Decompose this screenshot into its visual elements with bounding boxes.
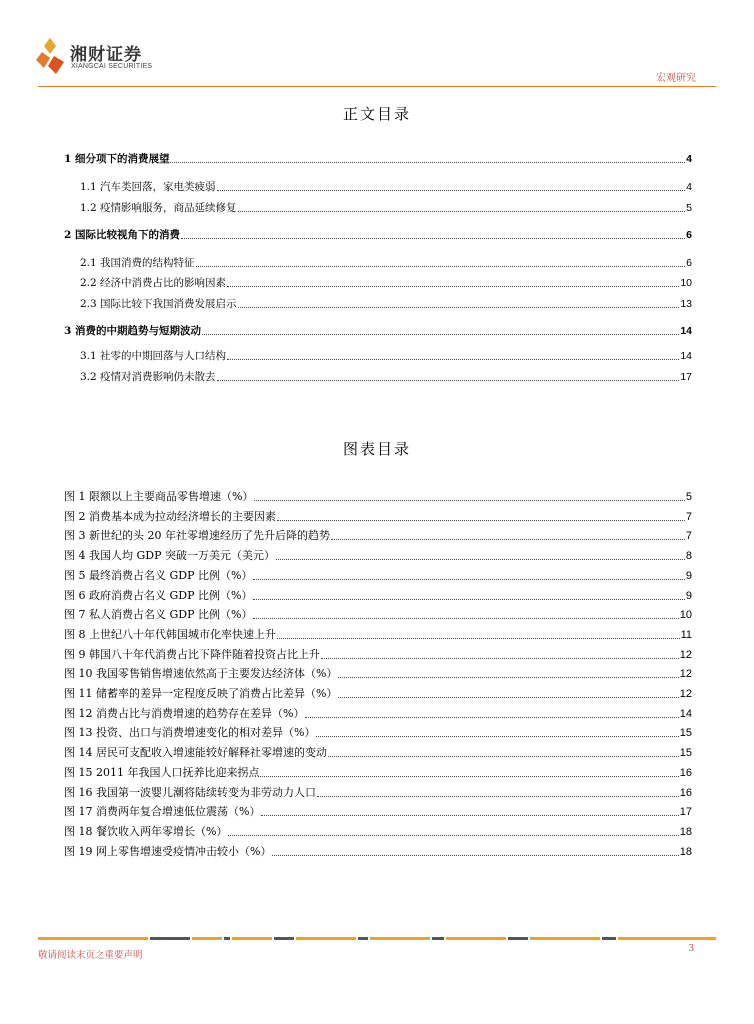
header-divider [38, 86, 716, 87]
figure-entry[interactable] [64, 608, 692, 622]
toc-entry-page: 6 [686, 257, 692, 269]
figure-entry[interactable] [64, 510, 692, 524]
figure-entry-label: 图 7 私人消费占名义 GDP 比例（%） [64, 608, 253, 622]
toc-entry-page: 10 [680, 277, 692, 289]
brand-name-en: XIANGCAI SECURITIES [71, 63, 153, 70]
dot-leader [261, 815, 678, 816]
footer-divider [38, 937, 716, 941]
figure-entry-label: 图 15 2011 年我国人口抚养比迎来拐点 [64, 765, 260, 779]
dot-leader [253, 579, 684, 580]
figure-entry-page: 16 [679, 786, 692, 799]
figure-entry[interactable] [64, 726, 692, 740]
figure-entry[interactable] [64, 667, 692, 681]
figure-entry-label: 图 4 我国人均 GDP 突破一万美元（美元） [64, 549, 275, 563]
toc-entry-label: 3.1 社零的中期回落与人口结构 [80, 350, 227, 362]
figure-entry-page: 17 [679, 806, 692, 819]
toc-entry-page: 4 [686, 181, 692, 193]
toc-entry-label: 1 细分项下的消费展望 [64, 153, 170, 165]
brand-name-cn: 湘财证券 [70, 45, 142, 65]
toc-entry-page: 14 [680, 350, 692, 362]
figure-entry-page: 14 [679, 707, 692, 720]
figure-entry-label: 图 8 上世纪八十年代韩国城市化率快速上升 [64, 627, 276, 641]
dot-leader [254, 500, 684, 501]
dot-leader [317, 796, 679, 797]
dot-leader [260, 776, 678, 777]
footer-disclaimer: 敬请阅读末页之重要声明 [38, 950, 143, 961]
report-category: 宏观研究 [656, 73, 696, 84]
figure-entry-label: 图 13 投资、出口与消费增速变化的相对差异（%） [64, 726, 316, 740]
figure-entry-label: 图 19 网上零售增速受疫情冲击较小（%） [64, 844, 272, 858]
toc-entry-page: 14 [680, 325, 692, 337]
figure-entry-page: 12 [679, 688, 692, 700]
toc-entry-label: 2 国际比较视角下的消费 [64, 229, 180, 241]
dot-leader [338, 677, 678, 678]
figure-entry[interactable] [64, 845, 692, 859]
figure-entry-page: 15 [679, 747, 692, 760]
figure-entry-page: 8 [685, 550, 692, 563]
dot-leader [238, 307, 680, 308]
figure-entry-label: 图 10 我国零售销售增速依然高于主要发达经济体（%） [64, 667, 338, 681]
figure-entry-label: 图 2 消费基本成为拉动经济增长的主要因素 [64, 509, 276, 523]
toc-entry[interactable] [64, 201, 692, 215]
dot-leader [331, 539, 685, 540]
toc-entry-label: 1.1 汽车类回落，家电类疲弱 [80, 181, 216, 193]
toc-entry-page: 6 [686, 229, 692, 241]
toc-entry[interactable] [64, 370, 692, 384]
figure-entry-page: 9 [685, 589, 692, 602]
toc-entry[interactable] [64, 180, 692, 194]
dot-leader [202, 334, 679, 335]
dot-leader [196, 266, 686, 267]
dot-leader [170, 162, 685, 163]
figure-entry-label: 图 1 限额以上主要商品零售增速（%） [64, 490, 254, 503]
toc-entry[interactable] [64, 349, 692, 363]
figure-entry-page: 16 [679, 766, 692, 779]
toc-entry-label: 2.2 经济中消费占比的影响因素 [80, 277, 227, 289]
dot-leader [277, 520, 685, 521]
figure-entry-page: 12 [679, 648, 692, 661]
figure-entry[interactable] [64, 687, 692, 701]
figure-entry-page: 7 [685, 510, 692, 523]
dot-leader [217, 190, 686, 191]
toc-entry-label: 3.2 疫情对消费影响仍未散去 [80, 371, 216, 383]
figure-entry-label: 图 16 我国第一波婴儿潮将陆续转变为非劳动力人口 [64, 785, 316, 799]
figure-entry[interactable] [64, 648, 692, 662]
toc-title: 正文目录 [342, 105, 411, 123]
toc-entry-page: 5 [686, 202, 692, 214]
figure-entry-page: 18 [679, 825, 692, 838]
toc-entry[interactable] [64, 297, 692, 311]
dot-leader [181, 238, 685, 239]
figure-entry-page: 12 [679, 668, 692, 681]
figure-entry[interactable] [64, 786, 692, 800]
figure-entry-label: 图 9 韩国八十年代消费占比下降伴随着投资占比上升 [64, 647, 320, 661]
figure-entry-page: 15 [679, 727, 692, 740]
toc-entry-label: 2.1 我国消费的结构特征 [80, 257, 195, 269]
figure-entry-label: 图 12 消费占比与消费增速的趋势存在差异（%） [64, 706, 305, 720]
dot-leader [328, 756, 679, 757]
figure-entry-label: 图 6 政府消费占名义 GDP 比例（%） [64, 588, 253, 602]
figure-entry-label: 图 14 居民可支配收入增速能较好解释社零增速的变动 [64, 746, 327, 760]
list-of-figures [64, 490, 692, 870]
figure-entry-label: 图 18 餐饮收入两年零增长（%） [64, 824, 228, 838]
dot-leader [217, 380, 680, 381]
dot-leader [338, 697, 678, 698]
figure-entry[interactable] [64, 805, 692, 819]
toc-entry-label: 2.3 国际比较下我国消费发展启示 [80, 298, 237, 310]
figure-entry-label: 图 11 储蓄率的差异一定程度反映了消费占比差异（%） [64, 687, 338, 700]
dot-leader [253, 599, 684, 600]
logo-mark-icon [36, 38, 66, 76]
toc-entry[interactable] [64, 152, 692, 166]
figure-entry-label: 图 5 最终消费占名义 GDP 比例（%） [64, 568, 253, 582]
toc-entry-label: 1.2 疫情影响服务，商品延续修复 [80, 202, 237, 214]
dot-leader [316, 736, 678, 737]
toc-entry-label: 3 消费的中期趋势与短期波动 [64, 325, 201, 337]
figure-entry[interactable] [64, 529, 692, 543]
figures-title: 图表目录 [342, 440, 411, 458]
toc-entry[interactable] [64, 256, 692, 270]
figure-entry-label: 图 17 消费两年复合增速低位震荡（%） [64, 805, 261, 819]
figure-entry-page: 11 [680, 628, 692, 641]
figure-entry[interactable] [64, 490, 692, 504]
figure-entry-page: 18 [679, 845, 692, 858]
dot-leader [305, 717, 678, 718]
dot-leader [277, 638, 680, 639]
company-logo [36, 38, 186, 78]
figure-entry-label: 图 3 新世纪的头 20 年社零增速经历了先升后降的趋势 [64, 529, 330, 543]
dot-leader [238, 211, 686, 212]
dot-leader [253, 618, 678, 619]
dot-leader [272, 855, 678, 856]
figure-entry[interactable] [64, 825, 692, 839]
figure-entry[interactable] [64, 628, 692, 642]
dot-leader [227, 359, 679, 360]
dot-leader [228, 835, 678, 836]
figure-entry-page: 5 [685, 491, 692, 503]
toc-entry-page: 4 [686, 153, 692, 165]
figure-entry[interactable] [64, 549, 692, 563]
dot-leader [321, 658, 679, 659]
dot-leader [276, 559, 685, 560]
toc-entry-page: 13 [680, 298, 692, 310]
figure-entry-page: 7 [685, 530, 692, 543]
figure-entry[interactable] [64, 766, 692, 780]
toc-entry-page: 17 [680, 371, 692, 383]
page-number: 3 [688, 942, 694, 954]
table-of-contents [64, 152, 692, 392]
figure-entry-page: 10 [679, 609, 692, 622]
toc-entry[interactable] [64, 324, 692, 338]
toc-entry[interactable] [64, 228, 692, 242]
figure-entry[interactable] [64, 707, 692, 721]
figure-entry[interactable] [64, 589, 692, 603]
figure-entry[interactable] [64, 569, 692, 583]
figure-entry[interactable] [64, 746, 692, 760]
toc-entry[interactable] [64, 276, 692, 290]
dot-leader [227, 286, 679, 287]
figure-entry-page: 9 [685, 569, 692, 582]
